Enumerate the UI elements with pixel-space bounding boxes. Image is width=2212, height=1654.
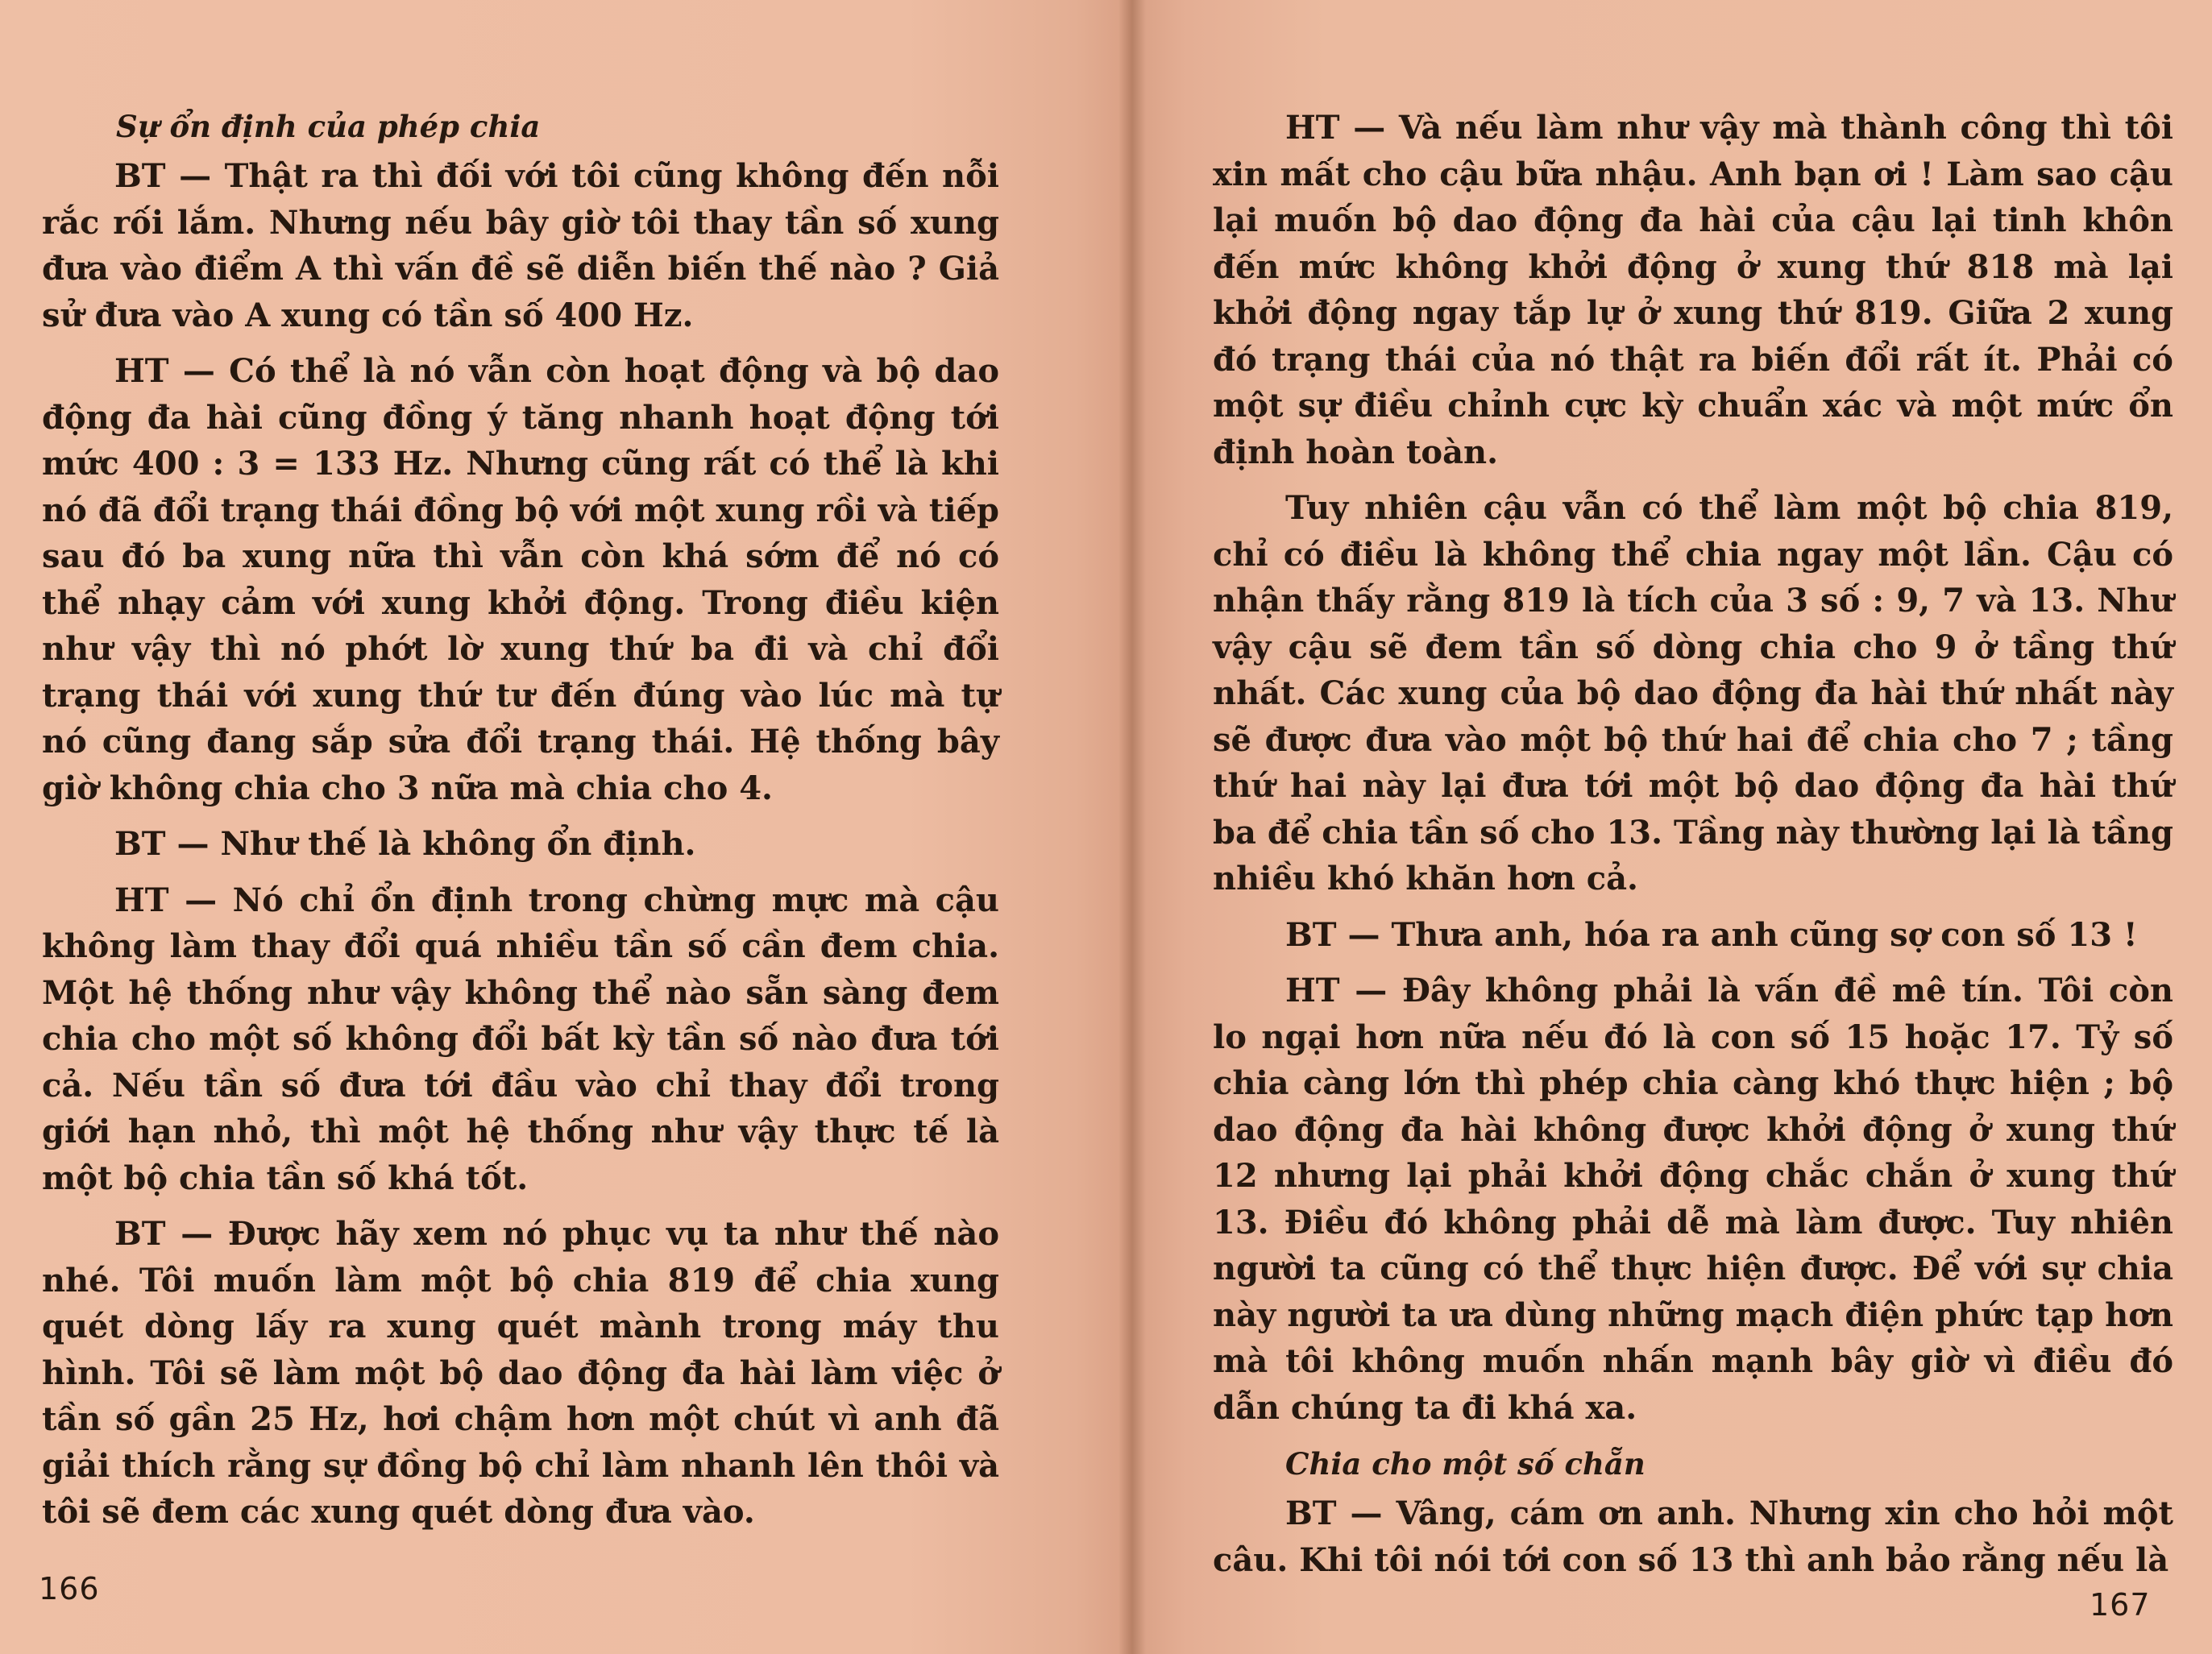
speaker-label: HT — [1285, 972, 1340, 1009]
paragraph — [42, 1211, 999, 1536]
book-gutter — [1118, 0, 1146, 1654]
left-text-block — [42, 103, 999, 1545]
speaker-label: BT — [114, 825, 166, 863]
paragraph — [1213, 105, 2173, 475]
page-number: 166 — [39, 1571, 100, 1606]
section-heading: Sự ổn định của phép chia — [116, 109, 541, 144]
paragraph — [42, 348, 999, 811]
paragraph-text: — Thưa anh, hóa ra anh cũng sợ con số 13 ! — [1347, 915, 2138, 954]
paragraph-text: — Nó chỉ ổn định trong chừng mực mà cậu không làm thay đổi quá nhiều tần số cần đem chia. Một hệ thống như vậy không thể nào sẵn sàng đem chia cho một số không đổi bất kỳ tần số nào đưa tới cả. Nếu tần số đưa tới đầu vào chỉ thay đổi trong giới hạn nhỏ, thì một hệ thống như vậy thực tế là một bộ chia tần số khá tốt. — [42, 881, 999, 1197]
right-text-block — [1213, 105, 2173, 1593]
paragraph-text: — Và nếu làm như vậy mà thành công thì tôi xin mất cho cậu bữa nhậu. Anh bạn ơi ! Làm sao cậu lại muốn bộ dao động đa hài của cậu lại tinh khôn đến mức không khởi động ở xung thứ 818 mà lại khởi động ngay tắp lự ở xung thứ 819. Giữa 2 xung đó trạng thái của nó thật ra biến đổi rất ít. Phải có một sự điều chỉnh cực kỳ chuẩn xác và một mức ổn định hoàn toàn. — [1213, 109, 2173, 471]
paragraph — [42, 153, 999, 338]
paragraph-text: Tuy nhiên cậu vẫn có thể làm một bộ chia 819, chỉ có điều là không thể chia ngay một lần. Cậu có nhận thấy rằng 819 là tích của 3 số : 9, 7 và 13. Như vậy cậu sẽ đem tần số dòng chia cho 9 ở tầng thứ nhất. Các xung của bộ dao động đa hài thứ nhất này sẽ được đưa vào một bộ thứ hai để chia cho 7 ; tầng thứ hai này lại đưa tới một bộ dao động đa hài thứ ba để chia tần số cho 13. Tầng này thường lại là tầng nhiều khó khăn hơn cả. — [1213, 489, 2173, 897]
speaker-label: HT — [114, 352, 169, 390]
paragraph — [1213, 912, 2173, 959]
paragraph-text: — Được hãy xem nó phục vụ ta như thế nào nhé. Tôi muốn làm một bộ chia 819 để chia xung quét dòng lấy ra xung quét mành trong máy thu hình. Tôi sẽ làm một bộ dao động đa hài làm việc ở tần số gần 25 Hz, hơi chậm hơn một chút vì anh đã giải thích rằng sự đồng bộ chỉ làm nhanh lên thôi và tôi sẽ đem các xung quét dòng đưa vào. — [42, 1215, 999, 1531]
speaker-label: BT — [114, 1215, 166, 1253]
section-heading: Chia cho một số chẵn — [1285, 1446, 1646, 1482]
speaker-label: BT — [114, 157, 166, 195]
paragraph-text: — Như thế là không ổn định. — [176, 825, 696, 863]
speaker-label: BT — [1285, 1494, 1337, 1532]
paragraph-text: — Vâng, cám ơn anh. Nhưng xin cho hỏi một câu. Khi tôi nói tới con số 13 thì anh bảo rằng nếu là — [1213, 1494, 2173, 1579]
speaker-label: BT — [1285, 915, 1337, 954]
paragraph — [1213, 1490, 2173, 1583]
paragraph-text: — Có thể là nó vẫn còn hoạt động và bộ dao động đa hài cũng đồng ý tăng nhanh hoạt động tới mức 400 : 3 = 133 Hz. Nhưng cũng rất có thể là khi nó đã đổi trạng thái đồng bộ với một xung rồi và tiếp sau đó ba xung nữa thì vẫn còn khá sớm để nó có thể nhạy cảm với xung khởi động. Trong điều kiện như vậy thì nó phớt lờ xung thứ ba đi và chỉ đổi trạng thái với xung thứ tư đến đúng vào lúc mà tự nó cũng đang sắp sửa đổi trạng thái. Hệ thống bây giờ không chia cho 3 nữa mà chia cho 4. — [42, 352, 999, 807]
paragraph — [42, 821, 999, 868]
speaker-label: HT — [114, 881, 169, 919]
paragraph-text: — Đây không phải là vấn đề mê tín. Tôi còn lo ngại hơn nữa nếu đó là con số 15 hoặc 17. Tỷ số chia càng lớn thì phép chia càng khó thực hiện ; bộ dao động đa hài không được khởi động ở xung thứ 12 nhưng lại phải khởi động chắc chắn ở xung thứ 13. Điều đó không phải dễ mà làm được. Tuy nhiên người ta cũng có thể thực hiện được. Để với sự chia này người ta ưa dùng những mạch điện phức tạp hơn mà tôi không muốn nhấn mạnh bây giờ vì điều đó dẫn chúng ta đi khá xa. — [1213, 972, 2173, 1427]
right-page — [1132, 0, 2212, 1654]
paragraph — [1213, 485, 2173, 902]
speaker-label: HT — [1285, 109, 1340, 147]
paragraph-text: — Thật ra thì đối với tôi cũng không đến nỗi rắc rối lắm. Nhưng nếu bây giờ tôi thay tần số xung đưa vào điểm A thì vấn đề sẽ diễn biến thế nào ? Giả sử đưa vào A xung có tần số 400 Hz. — [42, 157, 999, 334]
paragraph — [1213, 968, 2173, 1431]
page-number: 167 — [2090, 1587, 2151, 1623]
paragraph — [42, 877, 999, 1202]
